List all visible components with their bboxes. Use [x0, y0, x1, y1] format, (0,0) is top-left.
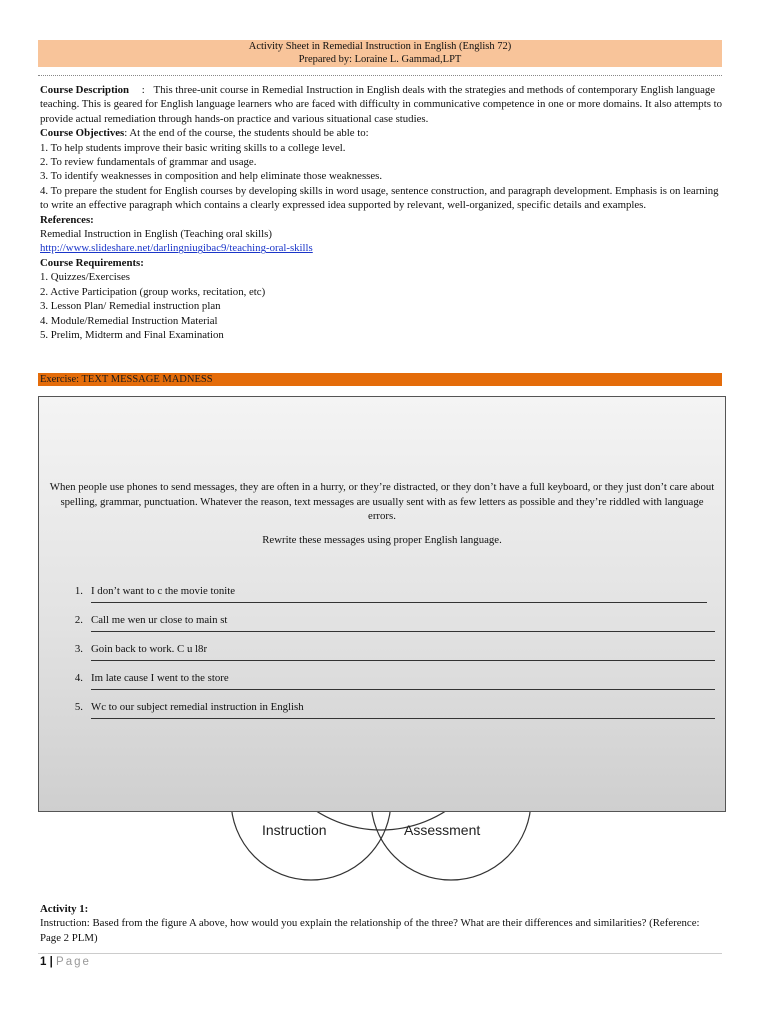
answer-line[interactable] — [91, 660, 715, 661]
requirement-item: 5. Prelim, Midterm and Final Examination — [40, 328, 224, 341]
item-number: 1. — [74, 585, 83, 597]
item-text: Goin back to work. C u l8r — [91, 643, 208, 655]
objective-item: 2. To review fundamentals of grammar and usage. — [40, 156, 257, 169]
answer-line[interactable] — [91, 631, 715, 632]
course-description-sep: : — [141, 84, 145, 96]
document-header — [38, 40, 722, 67]
course-description-text: This three-unit course in Remedial Instruction in English deals with the strategies and methods of contemporary English language teaching. This is geared for English language learners who are faced with difficulty in communicative competence in one or more domains. It also attempts to provide actual remediation through hands-on practice and various situational case studies. — [40, 84, 722, 125]
activity-instruction: Instruction: Based from the figure A above, how would you explain the relationship of the three? What are their differences and similarities? (Reference: Page 2 PLM) — [40, 917, 700, 944]
footer-separator: | — [49, 956, 53, 968]
references-link[interactable]: http://www.slideshare.net/darlingniugibac9/teaching-oral-skills — [40, 242, 313, 255]
objectives-intro: : At the end of the course, the students should be able to: — [124, 127, 369, 140]
requirement-item: 1. Quizzes/Exercises — [40, 271, 130, 284]
exercise-intro: When people use phones to send messages, they are often in a hurry, or they’re distracted, or they don’t have a full keyboard, or they just don’t care about spelling, grammar, punctuation. Whatever the reason, text messages are usually sent with as few letters as possible and they’re riddled with language errors. — [49, 481, 715, 522]
requirement-item: 2. Active Participation (group works, recitation, etc) — [40, 285, 266, 298]
exercise-item — [69, 585, 715, 605]
exercise-item — [69, 643, 715, 663]
item-number: 5. — [74, 701, 83, 713]
answer-line[interactable] — [91, 689, 715, 690]
course-description-label: Course Description — [40, 84, 130, 96]
exercise-instruction: Rewrite these messages using proper English language. — [262, 534, 502, 546]
venn-label-assessment: Assessment — [404, 822, 481, 838]
requirements-label: Course Requirements: — [40, 256, 144, 269]
activity-title: Activity 1: — [40, 903, 89, 915]
exercise-item — [69, 672, 715, 692]
item-text: I don’t want to c the movie tonite — [91, 585, 236, 597]
requirement-item: 4. Module/Remedial Instruction Material — [40, 314, 218, 327]
item-text: Call me wen ur close to main st — [91, 614, 228, 626]
objective-item: 3. To identify weaknesses in composition and help eliminate those weaknesses. — [40, 170, 383, 183]
exercise-bar: Exercise: TEXT MESSAGE MADNESS — [38, 373, 722, 386]
item-text: Wc to our subject remedial instruction in English — [91, 701, 304, 713]
header-author: Prepared by: Loraine L. Gammad,LPT — [298, 54, 462, 65]
course-description — [40, 83, 722, 126]
item-number: 4. — [74, 672, 83, 684]
exercise-item — [69, 614, 715, 634]
page-footer — [40, 956, 91, 968]
page-word: Page — [56, 956, 91, 968]
references-text: Remedial Instruction in English (Teaching oral skills) — [40, 228, 272, 241]
exercise-box — [38, 396, 726, 812]
objectives-label: Course Objectives — [40, 127, 125, 140]
course-info — [40, 83, 722, 342]
venn-label-instruction: Instruction — [262, 822, 327, 838]
item-text: Im late cause I went to the store — [91, 672, 229, 684]
dotted-divider — [38, 75, 722, 76]
activity-section — [40, 902, 722, 945]
page-number: 1 — [40, 956, 47, 968]
item-number: 3. — [74, 643, 83, 655]
objective-item: 1. To help students improve their basic writing skills to a college level. — [40, 141, 346, 154]
item-number: 2. — [74, 614, 83, 626]
header-title: Activity Sheet in Remedial Instruction in English (English 72) — [248, 41, 512, 52]
course-objectives — [40, 126, 722, 140]
requirement-item: 3. Lesson Plan/ Remedial instruction plan — [40, 300, 221, 313]
references-label: References: — [40, 213, 94, 226]
answer-line[interactable] — [91, 718, 715, 719]
footer-divider — [38, 953, 722, 954]
answer-line[interactable] — [91, 602, 707, 603]
exercise-item — [69, 701, 715, 721]
objective-item: 4. To prepare the student for English courses by developing skills in word usage, sentence construction, and paragraph development. Emphasis is on learning to write an effective paragraph which contains a clearly expressed idea supported by relevant, well-organized, specific details and examples. — [40, 184, 719, 212]
